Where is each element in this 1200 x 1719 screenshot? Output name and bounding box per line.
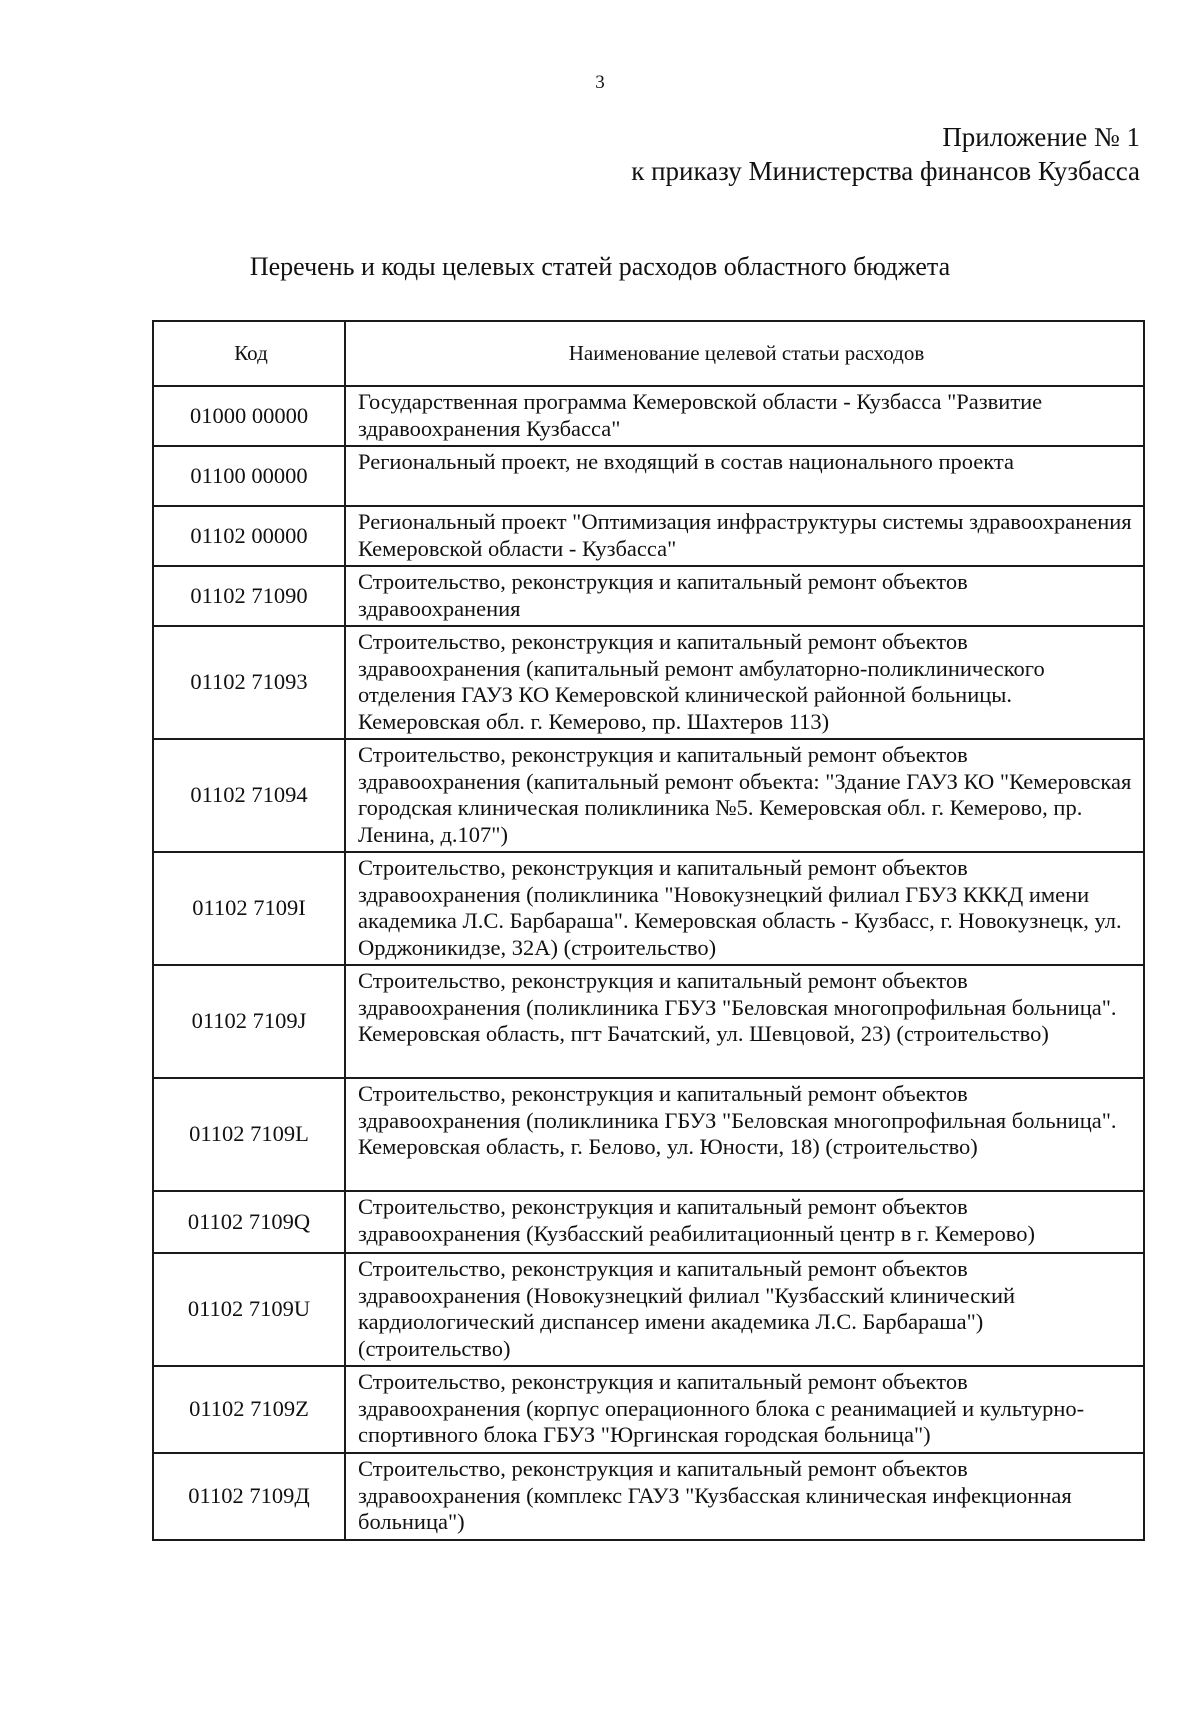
row-name: Строительство, реконструкция и капитальный ремонт объектов здравоохранения (поликлиника ГБУЗ "Беловская многопрофильная больница". Кемеровская область, г. Белово, ул. Юности, 18) (строительство) bbox=[345, 1078, 1144, 1191]
row-name: Государственная программа Кемеровской области - Кузбасса "Развитие здравоохранения Кузбасса" bbox=[345, 386, 1144, 446]
table-row bbox=[153, 506, 1144, 566]
table-row bbox=[153, 1453, 1144, 1540]
row-code: 01102 71093 bbox=[153, 626, 345, 739]
row-name: Строительство, реконструкция и капитальный ремонт объектов здравоохранения (капитальный ремонт объекта: "Здание ГАУЗ КО "Кемеровская городская клиническая поликлиника №5. Кемеровская обл. г. Кемерово, пр. Ленина, д.107") bbox=[345, 739, 1144, 852]
table-row bbox=[153, 1366, 1144, 1453]
table-row bbox=[153, 852, 1144, 965]
row-code: 01100 00000 bbox=[153, 446, 345, 506]
row-code: 01102 7109J bbox=[153, 965, 345, 1078]
row-code: 01102 71090 bbox=[153, 566, 345, 626]
header-code: Код bbox=[153, 321, 345, 386]
row-name: Строительство, реконструкция и капитальный ремонт объектов здравоохранения (Кузбасский реабилитационный центр в г. Кемерово) bbox=[345, 1191, 1144, 1253]
row-name: Строительство, реконструкция и капитальный ремонт объектов здравоохранения (капитальный ремонт амбулаторно-поликлинического отделения ГАУЗ КО Кемеровской клинической районной больницы. Кемеровская обл. г. Кемерово, пр. Шахтеров 113) bbox=[345, 626, 1144, 739]
row-name: Строительство, реконструкция и капитальный ремонт объектов здравоохранения (Новокузнецкий филиал "Кузбасский клинический кардиологический диспансер имени академика Л.С. Барбараша") (строительство) bbox=[345, 1253, 1144, 1366]
table-row bbox=[153, 386, 1144, 446]
page-number: 3 bbox=[595, 72, 605, 93]
row-name: Строительство, реконструкция и капитальный ремонт объектов здравоохранения (комплекс ГАУЗ "Кузбасская клиническая инфекционная больница") bbox=[345, 1453, 1144, 1540]
row-code: 01102 7109L bbox=[153, 1078, 345, 1191]
appendix-header bbox=[631, 120, 1140, 188]
table-row bbox=[153, 566, 1144, 626]
row-name: Строительство, реконструкция и капитальный ремонт объектов здравоохранения bbox=[345, 566, 1144, 626]
row-code: 01102 7109Д bbox=[153, 1453, 345, 1540]
row-code: 01102 7109Z bbox=[153, 1366, 345, 1453]
row-name: Строительство, реконструкция и капитальный ремонт объектов здравоохранения (корпус операционного блока с реанимацией и культурно-спортивного блока ГБУЗ "Юргинская городская больница") bbox=[345, 1366, 1144, 1453]
row-code: 01102 00000 bbox=[153, 506, 345, 566]
row-name: Строительство, реконструкция и капитальный ремонт объектов здравоохранения (поликлиника ГБУЗ "Беловская многопрофильная больница". Кемеровская область, пгт Бачатский, ул. Шевцовой, 23) (строительство) bbox=[345, 965, 1144, 1078]
header-name: Наименование целевой статьи расходов bbox=[345, 321, 1144, 386]
table-row bbox=[153, 739, 1144, 852]
table-row bbox=[153, 1191, 1144, 1253]
appendix-line-2: к приказу Министерства финансов Кузбасса bbox=[631, 156, 1140, 186]
table-header-row bbox=[153, 321, 1144, 386]
table-row bbox=[153, 446, 1144, 506]
table-row bbox=[153, 1078, 1144, 1191]
row-name: Региональный проект, не входящий в состав национального проекта bbox=[345, 446, 1144, 506]
row-code: 01000 00000 bbox=[153, 386, 345, 446]
appendix-line-1: Приложение № 1 bbox=[942, 122, 1140, 152]
row-code: 01102 71094 bbox=[153, 739, 345, 852]
row-code: 01102 7109I bbox=[153, 852, 345, 965]
row-name: Региональный проект "Оптимизация инфраструктуры системы здравоохранения Кемеровской области - Кузбасса" bbox=[345, 506, 1144, 566]
table-row bbox=[153, 626, 1144, 739]
expense-codes-table bbox=[152, 320, 1145, 1541]
row-code: 01102 7109U bbox=[153, 1253, 345, 1366]
document-title: Перечень и коды целевых статей расходов областного бюджета bbox=[249, 252, 951, 281]
table-row bbox=[153, 1253, 1144, 1366]
table-row bbox=[153, 965, 1144, 1078]
row-name: Строительство, реконструкция и капитальный ремонт объектов здравоохранения (поликлиника "Новокузнецкий филиал ГБУЗ КККД имени академика Л.С. Барбараша". Кемеровская область - Кузбасс, г. Новокузнецк, ул. Орджоникидзе, 32А) (строительство) bbox=[345, 852, 1144, 965]
row-code: 01102 7109Q bbox=[153, 1191, 345, 1253]
